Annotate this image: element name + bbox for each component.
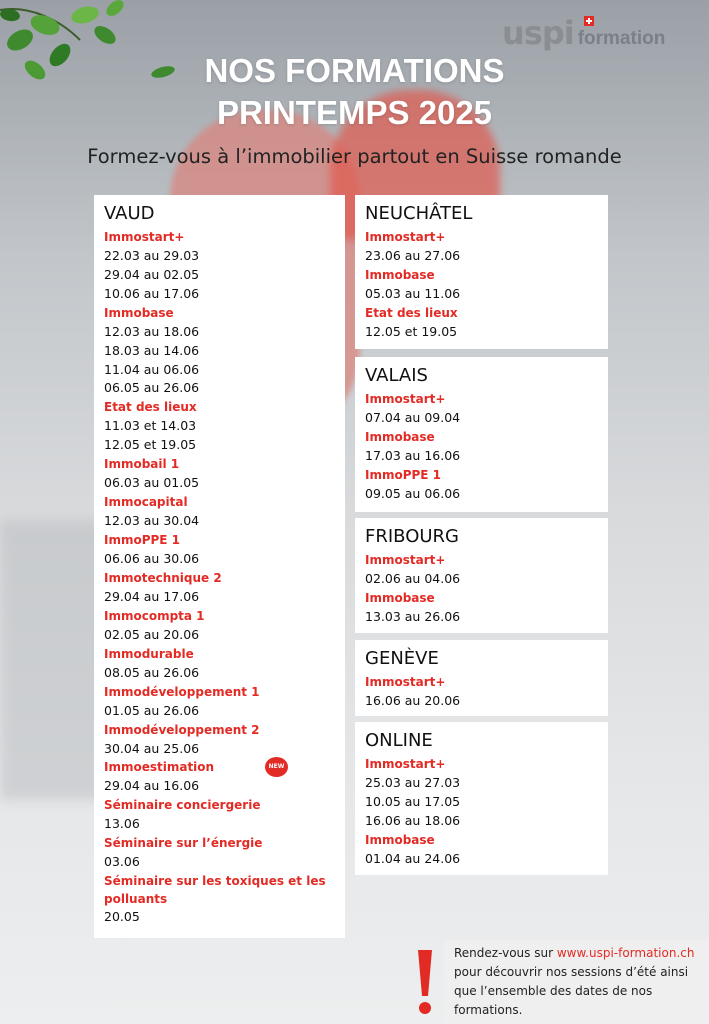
course-list xyxy=(365,755,598,869)
course-date: 29.04 au 02.05 xyxy=(104,266,200,282)
website-link[interactable]: www.uspi-formation.ch xyxy=(556,946,695,960)
course-name: Immostart+ xyxy=(365,392,446,406)
course-date: 30.04 au 25.06 xyxy=(104,740,200,756)
course-date: 25.03 au 27.03 xyxy=(365,775,461,790)
course-name: ImmoPPE 1 xyxy=(365,467,442,482)
course-date: 08.05 au 26.06 xyxy=(104,664,200,680)
course-date: 03.06 xyxy=(104,854,140,870)
course-date: 12.03 au 30.04 xyxy=(104,513,200,529)
course-name: Immobase xyxy=(365,832,435,847)
course-date: 11.03 et 14.03 xyxy=(104,418,197,434)
uspi-logo xyxy=(502,14,665,50)
course-date: 06.05 au 26.06 xyxy=(104,380,200,396)
course-name: Immobase xyxy=(104,305,174,320)
page-subtitle: Formez-vous à l’immobilier partout en Suisse romande xyxy=(87,145,622,168)
course-name: Séminaire sur l’énergie xyxy=(104,836,263,851)
course-date: 23.06 au 27.06 xyxy=(365,248,461,263)
region-card-geneve xyxy=(355,640,608,716)
course-date: 02.06 au 04.06 xyxy=(365,571,461,586)
region-title: NEUCHÂTEL xyxy=(365,203,473,224)
course-name: Immodéveloppement 1 xyxy=(104,684,260,699)
course-date: 02.05 au 20.06 xyxy=(104,626,200,642)
course-date: 29.04 au 17.06 xyxy=(104,588,200,604)
new-badge-icon: NEW xyxy=(265,757,288,777)
course-date: 11.04 au 06.06 xyxy=(104,361,200,377)
logo-suffix: formation xyxy=(577,28,666,49)
course-name: Immocapital xyxy=(104,495,188,510)
course-date: 12.05 et 19.05 xyxy=(104,437,197,453)
course-name: Immoestimation xyxy=(104,760,215,775)
course-name: Immodurable xyxy=(104,646,194,661)
course-name: Immostart+ xyxy=(365,757,446,771)
region-card-fribourg xyxy=(355,518,608,633)
logo-brand: uspi xyxy=(502,14,574,52)
course-date: 07.04 au 09.04 xyxy=(365,410,461,425)
course-name: Immostart+ xyxy=(104,230,185,244)
course-name: ImmoPPE 1 xyxy=(104,532,181,547)
course-name: Etat des lieux xyxy=(365,305,458,320)
info-notice xyxy=(444,940,709,1024)
course-date: 22.03 au 29.03 xyxy=(104,248,200,263)
region-card-online xyxy=(355,722,608,875)
course-name: Immostart+ xyxy=(365,553,446,567)
region-title: VAUD xyxy=(104,203,155,224)
course-date: 01.05 au 26.06 xyxy=(104,702,200,718)
notice-prefix: Rendez-vous sur xyxy=(454,946,557,960)
region-title: FRIBOURG xyxy=(365,526,459,547)
course-date: 17.03 au 16.06 xyxy=(365,447,461,463)
region-title: ONLINE xyxy=(365,730,433,751)
course-date: 05.03 au 11.06 xyxy=(365,285,461,301)
course-date: 01.04 au 24.06 xyxy=(365,850,461,866)
page-title xyxy=(0,50,709,134)
course-name: Immotechnique 2 xyxy=(104,570,222,585)
course-date: 16.06 au 18.06 xyxy=(365,812,461,828)
course-name: Immobail 1 xyxy=(104,457,180,472)
course-name: Immobase xyxy=(365,267,435,282)
region-card-neuchatel xyxy=(355,195,608,349)
course-date: 09.05 au 06.06 xyxy=(365,485,461,501)
title-line-2: PRINTEMPS 2025 xyxy=(216,94,493,131)
course-date: 10.06 au 17.06 xyxy=(104,285,200,301)
region-card-vaud xyxy=(94,195,345,938)
course-name: Immobase xyxy=(365,590,435,605)
exclamation-icon xyxy=(414,948,436,1016)
course-name: Séminaire sur les toxiques et les polluants xyxy=(104,874,326,907)
region-title: VALAIS xyxy=(365,365,428,386)
course-name: Séminaire conciergerie xyxy=(104,798,261,813)
course-date: 13.06 xyxy=(104,816,140,832)
course-list xyxy=(104,228,335,927)
region-card-valais xyxy=(355,357,608,512)
course-list xyxy=(365,551,598,627)
course-date: 18.03 au 14.06 xyxy=(104,342,200,358)
course-list xyxy=(365,228,598,342)
title-line-1: NOS FORMATIONS xyxy=(204,52,505,89)
notice-suffix: pour découvrir nos sessions d’été ainsi que l’ensemble des dates de nos formations. xyxy=(454,965,689,1017)
course-list xyxy=(365,390,598,504)
course-name: Immostart+ xyxy=(365,675,446,689)
course-name: Immobase xyxy=(365,429,435,444)
course-list xyxy=(365,673,598,711)
region-title: GENÈVE xyxy=(365,648,439,669)
course-date: 16.06 au 20.06 xyxy=(365,693,461,708)
course-date: 12.03 au 18.06 xyxy=(104,323,200,339)
course-name: Immostart+ xyxy=(365,230,446,244)
course-date: 06.06 au 30.06 xyxy=(104,550,200,566)
course-date: 12.05 et 19.05 xyxy=(365,323,458,339)
course-date: 06.03 au 01.05 xyxy=(104,475,200,491)
course-date: 29.04 au 16.06 xyxy=(104,778,200,794)
course-date: 13.03 au 26.06 xyxy=(365,608,461,624)
course-date: 20.05 xyxy=(104,909,140,925)
course-name: Immodéveloppement 2 xyxy=(104,722,260,737)
swiss-flag-icon xyxy=(584,16,594,26)
course-name: Etat des lieux xyxy=(104,400,197,415)
course-name: Immocompta 1 xyxy=(104,608,205,623)
course-date: 10.05 au 17.05 xyxy=(365,793,461,809)
